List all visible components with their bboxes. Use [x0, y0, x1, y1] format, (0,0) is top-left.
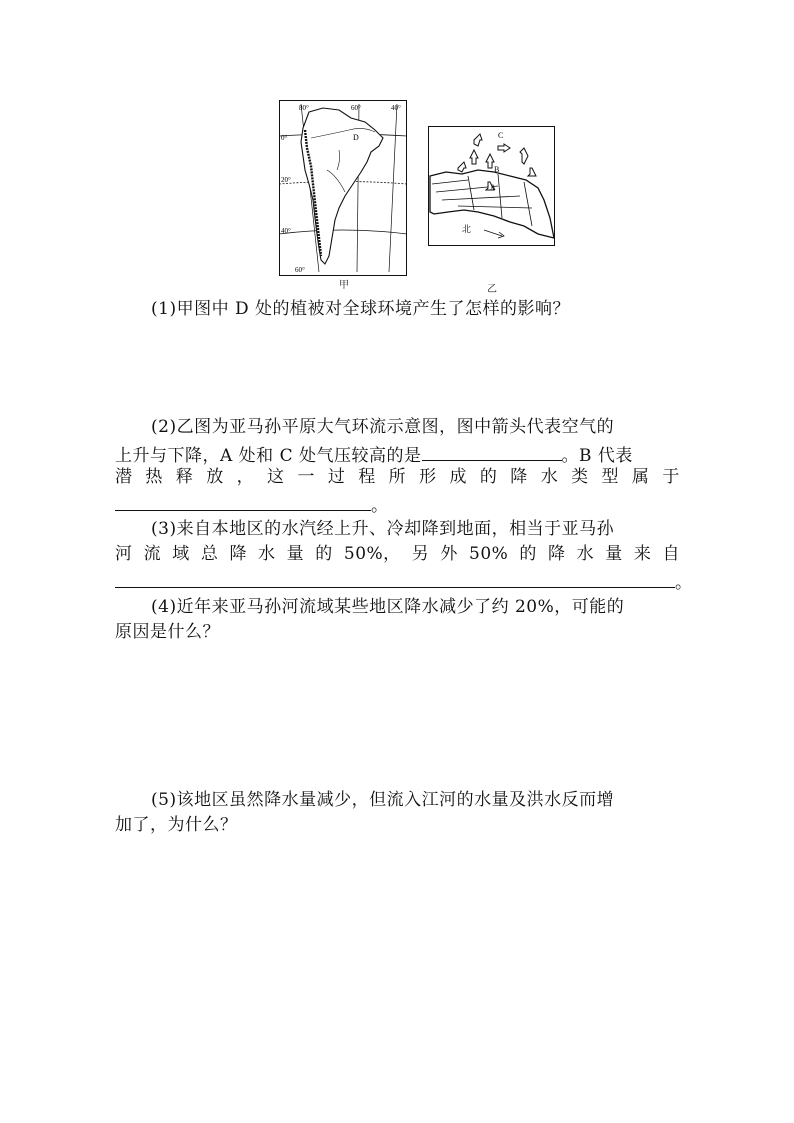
lat-label-0: 0° [281, 134, 288, 142]
question-2-line-3-char: 于 [662, 467, 680, 487]
question-3-line-2-char: 水 [258, 544, 276, 564]
question-3-line-2-char: 外 [440, 544, 458, 564]
question-2-line-3-char: 降 [510, 467, 528, 487]
lat-label-40: 40° [281, 227, 291, 235]
answer-blank-higher-pressure[interactable] [422, 440, 562, 461]
south-america-map [279, 100, 407, 276]
question-2-line-3 [115, 465, 680, 490]
question-3-line-2-char: 50%， [343, 544, 401, 564]
question-2-line-3-char: 程 [358, 467, 376, 487]
question-2-line-3-char: 过 [327, 467, 346, 487]
question-2-line-3-char: 水 [540, 467, 559, 487]
question-2-line-2-start: 上升与下降，A 处和 C 处气压较高的是 [115, 446, 422, 466]
question-2-line-3-char: 所 [388, 467, 407, 487]
question-2-line-2 [115, 440, 680, 465]
question-2-line-3-char: 这 [267, 467, 285, 487]
question-2 [115, 415, 680, 515]
question-1-text: (1)甲图中 D 处的植被对全球环境产生了怎样的影响？ [151, 299, 571, 319]
question-3-line-2-char: 50% [469, 544, 509, 564]
question-3-line-2-char: 来 [633, 544, 652, 564]
question-2-line-3-char: 放 [206, 467, 224, 487]
circulation-diagram [428, 126, 555, 246]
lat-label-20: 20° [281, 176, 291, 184]
question-2-line-3-char: 成 [449, 467, 467, 487]
question-3-line-2-char: 自 [662, 544, 680, 564]
label-b: B [494, 165, 500, 174]
question-2-line-4 [115, 490, 680, 515]
question-2-line-4-end: 。 [371, 496, 389, 516]
question-3-line-2-char: 域 [172, 544, 190, 564]
question-3-line-2-char: 的 [519, 544, 537, 564]
question-2-line-1: (2)乙图为亚马孙平原大气环流示意图，图中箭头代表空气的 [151, 417, 615, 437]
question-2-line-3-char: 释 [175, 467, 194, 487]
question-3 [115, 517, 693, 593]
label-a: A [490, 183, 496, 192]
question-3-line-2-char: 的 [315, 544, 333, 564]
question-3-line-2-char: 流 [143, 544, 162, 564]
question-2-line-3-char: 一 [297, 467, 315, 487]
label-c: C [498, 131, 504, 140]
question-2-line-3-char: 潜 [115, 467, 133, 487]
question-3-line-2-char: 量 [605, 544, 623, 564]
answer-blank-moisture-source[interactable] [115, 567, 675, 588]
question-3-line-2-char: 量 [286, 544, 305, 564]
lon-label-40: 40° [391, 104, 401, 112]
question-2-line-3-char: ， [236, 467, 255, 487]
question-3-line-3-end: 。 [675, 573, 693, 593]
point-d-label: D [353, 133, 359, 142]
question-4-line-2: 原因是什么？ [115, 622, 220, 642]
lat-label-60: 60° [295, 266, 305, 274]
figure-jia-caption: 甲 [339, 280, 349, 291]
question-2-line-3-char: 形 [419, 467, 437, 487]
answer-blank-precipitation-type[interactable] [115, 490, 371, 511]
question-3-line-2-char: 总 [200, 544, 219, 564]
question-3-line-3 [115, 567, 693, 593]
question-2-line-3-char: 热 [145, 467, 163, 487]
question-3-line-2 [115, 542, 680, 567]
question-5 [115, 788, 680, 838]
question-5-line-1: (5)该地区虽然降水量减少，但流入江河的水量及洪水反而增 [151, 790, 615, 810]
question-3-line-2-char: 降 [229, 544, 247, 564]
question-2-line-2-end: 。B 代表 [561, 446, 633, 466]
question-4-line-1: (4)近年来亚马孙河流域某些地区降水减少了约 20%，可能的 [151, 597, 625, 617]
question-4 [115, 595, 680, 645]
question-3-line-2-char: 另 [411, 544, 430, 564]
figure-yi-caption: 乙 [487, 284, 497, 295]
question-3-line-2-char: 河 [115, 544, 133, 564]
lon-label-80: 80° [299, 104, 309, 112]
north-label: 北 [462, 225, 472, 235]
question-5-line-2: 加了，为什么？ [115, 815, 238, 835]
question-2-line-3-char: 型 [601, 467, 619, 487]
question-3-line-1: (3)来自本地区的水汽经上升、冷却降到地面，相当于亚马孙 [151, 519, 615, 539]
question-3-line-2-char: 水 [576, 544, 595, 564]
question-1 [115, 297, 680, 322]
question-3-line-2-char: 降 [548, 544, 566, 564]
question-2-line-3-char: 的 [479, 467, 498, 487]
question-2-line-3-char: 类 [571, 467, 589, 487]
lon-label-60: 60° [351, 104, 361, 112]
question-2-line-3-char: 属 [631, 467, 650, 487]
